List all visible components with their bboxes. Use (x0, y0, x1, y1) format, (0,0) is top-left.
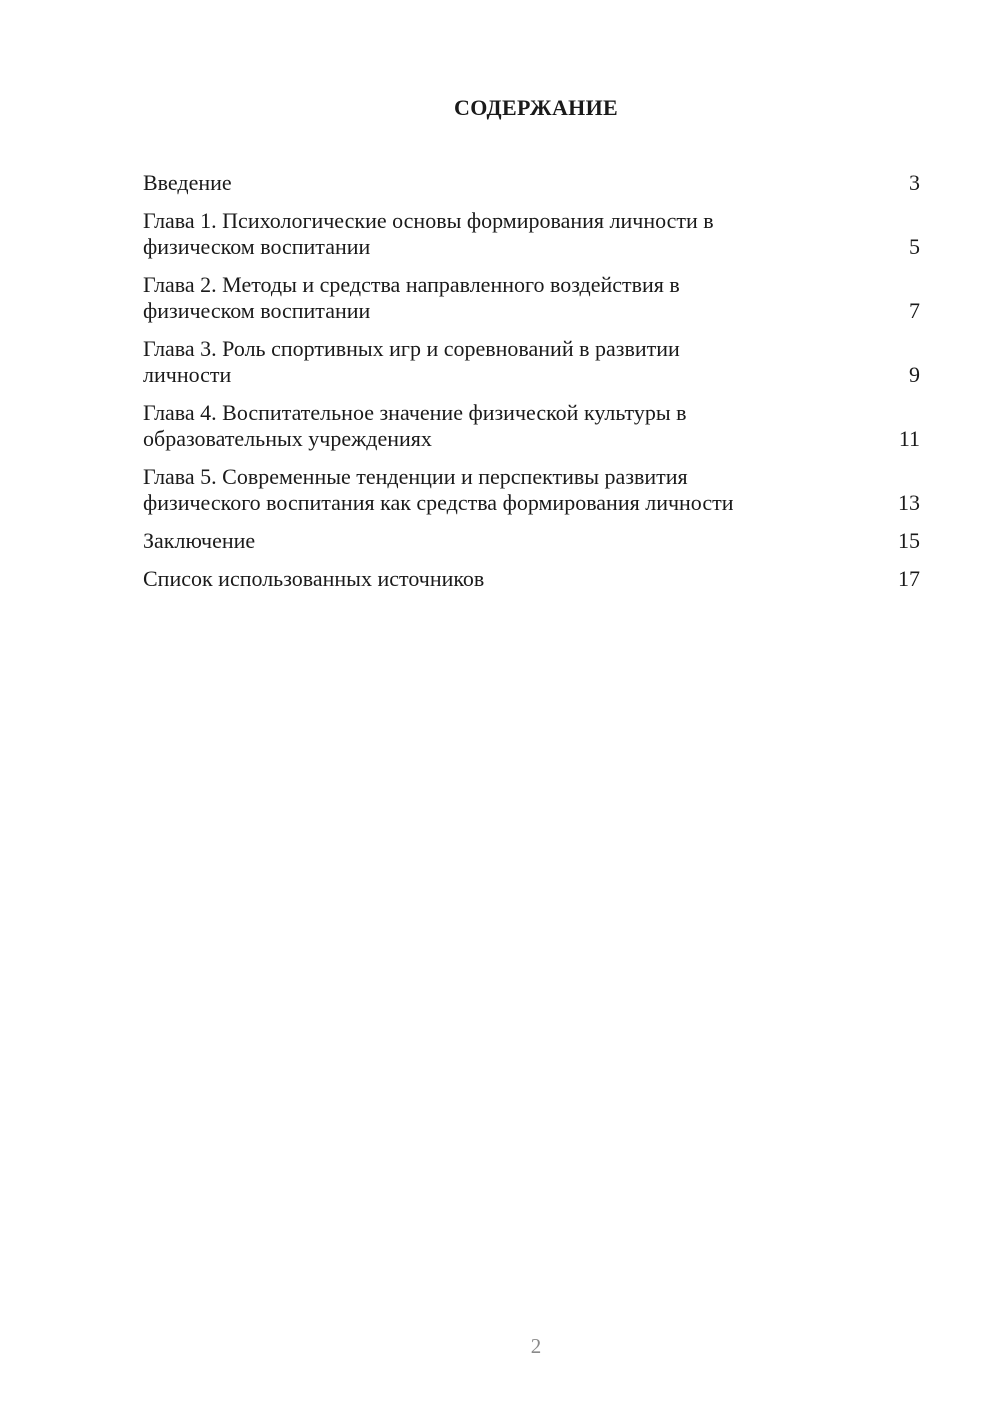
toc-entry-conclusion[interactable] (143, 528, 920, 554)
toc-entry-title-line: Глава 5. Современные тенденции и перспективы развития (143, 464, 688, 489)
toc-entry-title-line: Заключение (143, 528, 256, 553)
toc-entry-title (143, 336, 680, 388)
toc-entry-title (143, 170, 232, 196)
toc-entry-title (143, 272, 680, 324)
toc-entry-references[interactable] (143, 566, 920, 592)
toc-entry-chapter-5[interactable] (143, 464, 920, 516)
toc-entry-page-number: 17 (898, 566, 920, 591)
page-number: 2 (530, 1334, 542, 1358)
toc-entry-title-line: личности (143, 362, 232, 387)
toc-entry-page-number: 9 (909, 362, 920, 387)
toc-entry-title-line: образовательных учреждениях (143, 426, 432, 451)
toc-entry-title (143, 208, 714, 260)
toc-entry-title-line: Глава 3. Роль спортивных игр и соревнований в развитии (143, 336, 680, 361)
toc-entry-chapter-2[interactable] (143, 272, 920, 324)
toc-entry-chapter-1[interactable] (143, 208, 920, 260)
toc-entry-page-number: 11 (898, 426, 920, 451)
toc-entry-title-line: Глава 4. Воспитательное значение физической культуры в (143, 400, 687, 425)
toc-entry-title-line: физического воспитания как средства формирования личности (143, 490, 734, 515)
toc-entry-title-line: Глава 2. Методы и средства направленного воздействия в (143, 272, 680, 297)
toc-entry-title (143, 464, 734, 516)
toc-entry-title (143, 400, 687, 452)
toc-entry-page-number: 5 (909, 234, 920, 259)
toc-entry-title-line: Глава 1. Психологические основы формирования личности в (143, 208, 714, 233)
toc-entry-chapter-3[interactable] (143, 336, 920, 388)
toc-entry-page-number: 7 (909, 298, 920, 323)
toc-entry-page-number: 13 (898, 490, 920, 515)
toc-entry-title-line: Введение (143, 170, 232, 195)
toc-entry-title-line: Список использованных источников (143, 566, 485, 591)
table-of-contents (143, 170, 920, 604)
toc-entry-title-line: физическом воспитании (143, 234, 371, 259)
toc-entry-page-number: 15 (898, 528, 920, 553)
toc-entry-page-number: 3 (909, 170, 920, 195)
toc-entry-introduction[interactable] (143, 170, 920, 196)
toc-entry-title (143, 528, 255, 554)
toc-entry-title (143, 566, 484, 592)
toc-entry-title-line: физическом воспитании (143, 298, 371, 323)
toc-heading: СОДЕРЖАНИЕ (454, 95, 618, 120)
toc-entry-chapter-4[interactable] (143, 400, 920, 452)
